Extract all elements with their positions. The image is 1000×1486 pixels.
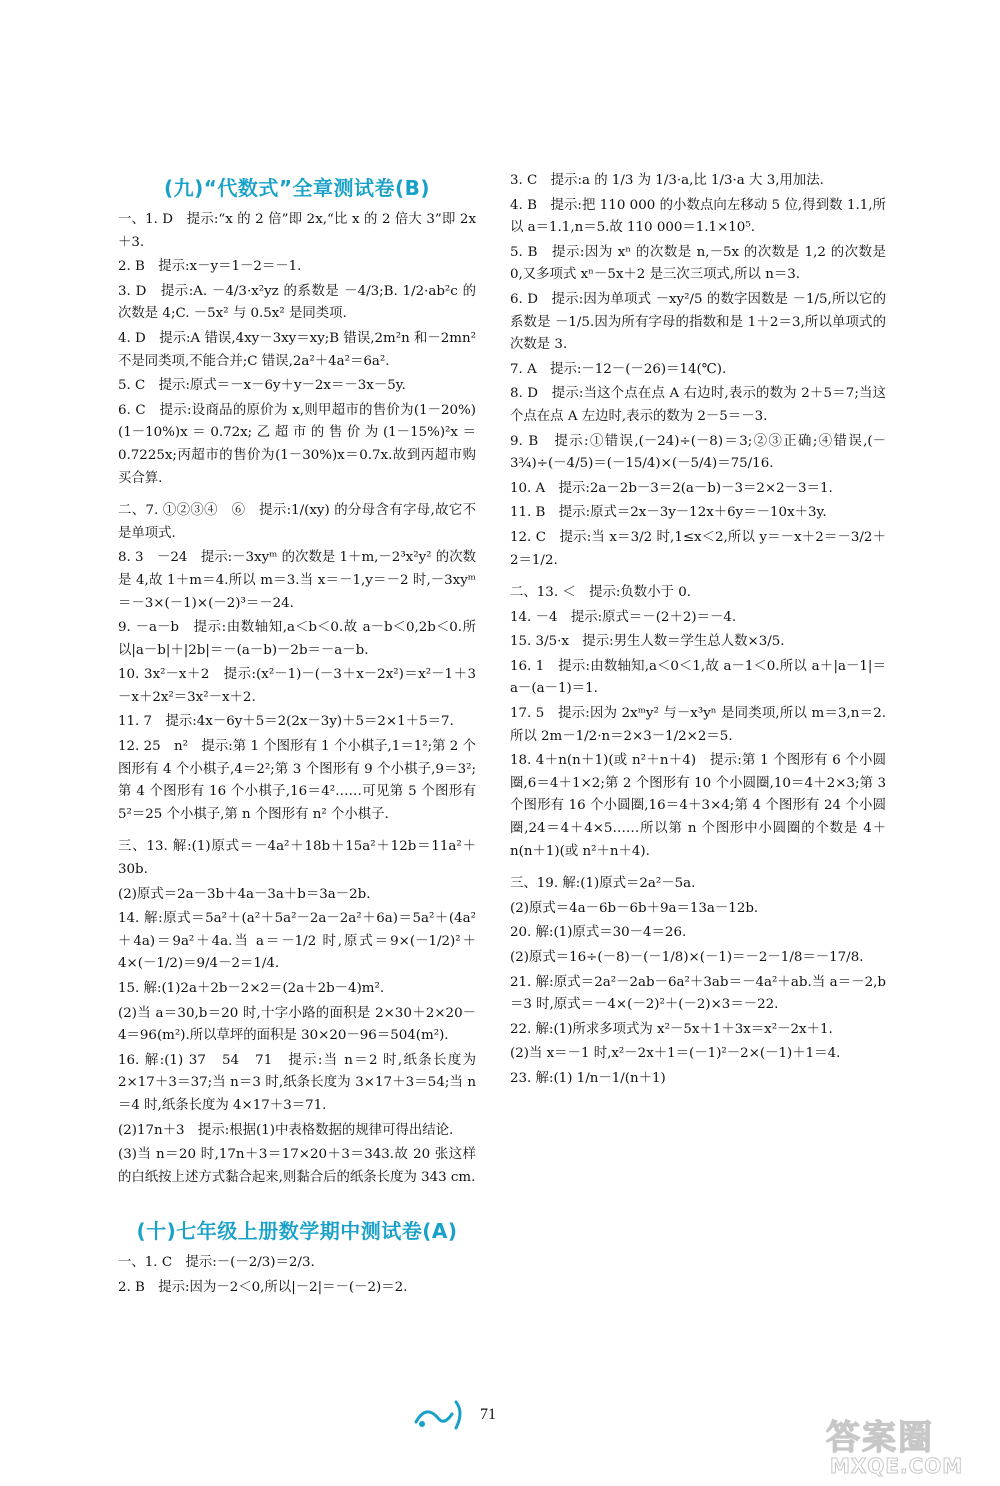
answer-item: 6. D 提示:因为单项式 －xy²/5 的数字因数是 －1/5,所以它的系数是 －1/5.因为所有字母的指数和是 1＋2＝3,所以单项式的次数是 3. <box>510 291 886 353</box>
left-items-2 <box>118 1252 476 1299</box>
page-ornament-icon <box>412 1398 472 1432</box>
answer-item: 20. 解:(1)原式＝30－4＝26. <box>510 925 687 941</box>
answer-item: 7. A 提示:－12－(－26)＝14(℃). <box>510 361 727 377</box>
answer-item: (2)原式＝4a－6b－6b＋9a＝13a－12b. <box>510 900 759 916</box>
watermark <box>810 1410 990 1480</box>
answer-item: 18. 4＋n(n＋1)(或 n²＋n＋4) 提示:第 1 个图形有 6 个小圆圈,6＝4＋1×2;第 2 个图形有 10 个小圆圈,10＝4＋2×3;第 3 个图形有 16 个小圆圈,16＝4＋3×4;第 4 个图形有 24 个小圆圈,24＝4＋4×5……所以第 n 个图形中小圆圈的个数是 4＋n(n＋1)(或 n²＋n＋4). <box>510 753 886 859</box>
answer-item: 22. 解:(1)所求多项式为 x²－5x＋1＋3x＝x²－2x＋1. <box>510 1021 833 1037</box>
answer-item: 12. 25 n² 提示:第 1 个图形有 1 个小棋子,1＝1²;第 2 个图形有 4 个小棋子,4＝2²;第 3 个图形有 9 个小棋子,9＝3²;第 4 个图形有 16 个小棋子,16＝4²……可见第 5 个图形有 5²＝25 个小棋子,第 n 个图形有 n² 个小棋子. <box>118 739 476 822</box>
answer-item: 11. B 提示:原式＝2x－3y－12x＋6y＝－10x＋3y. <box>510 505 827 521</box>
answer-item: 16. 解:(1) 37 54 71 提示:当 n＝2 时,纸条长度为 2×17＋3＝37;当 n＝3 时,纸条长度为 3×17＋3＝54;当 n＝4 时,纸条长度为 4×17＋3＝71. <box>118 1052 476 1113</box>
answer-item: (2)原式＝16÷(－8)－(－1/8)×(－1)＝－2－1/8＝－17/8. <box>510 950 864 965</box>
left-column <box>118 170 476 1302</box>
left-items <box>118 209 476 1189</box>
answer-item: (2)17n＋3 提示:根据(1)中表格数据的规律可得出结论. <box>118 1122 454 1138</box>
answer-item: 9. B 提示:①错误,(－24)÷(－8)＝3;②③正确;④错误,(－3¾)÷(－4/5)＝(－15/4)×(－5/4)＝75/16. <box>510 433 886 472</box>
answer-item: 二、7. ①②③④ ⑥ 提示:1/(xy) 的分母含有字母,故它不是单项式. <box>118 503 476 541</box>
answer-item: 2. B 提示:因为－2＜0,所以|－2|＝－(－2)＝2. <box>118 1279 408 1295</box>
answer-item: 6. C 提示:设商品的原价为 x,则甲超市的售价为(1－20%)(1－10%)x＝0.72x;乙超市的售价为(1－15%)²x＝0.7225x;丙超市的售价为(1－30%)x＝0.7x.故到丙超市购买合算. <box>118 402 476 486</box>
answer-item: 8. D 提示:当这个点在点 A 右边时,表示的数为 2＋5＝7;当这个点在点 A 左边时,表示的数为 2－5＝－3. <box>510 386 886 424</box>
answer-item: 14. －4 提示:原式＝－(2＋2)＝－4. <box>510 609 737 625</box>
answer-item: 23. 解:(1) 1/n－1/(n＋1) <box>510 1070 666 1086</box>
answer-item: 14. 解:原式＝5a²＋(a²＋5a²－2a－2a²＋6a)＝5a²＋(4a²＋4a)＝9a²＋4a.当 a＝－1/2 时,原式＝9×(－1/2)²＋4×(－1/2)＝9/4－2＝1/4. <box>118 911 476 972</box>
answer-item: (2)当 a＝30,b＝20 时,十字小路的面积是 2×30＋2×20－4＝96(m²).所以草坪的面积是 30×20－96＝504(m²). <box>118 1005 476 1044</box>
answer-item: 15. 解:(1)2a＋2b－2×2＝(2a＋2b－4)m². <box>118 981 385 996</box>
answer-item: 2. B 提示:x－y＝1－2＝－1. <box>118 259 302 275</box>
watermark-logo: 答案圈 <box>826 1418 934 1458</box>
watermark-url: MXQE.COM <box>830 1454 964 1478</box>
answer-item: 4. D 提示:A 错误,4xy－3xy＝xy;B 错误,2m²n 和－2mn² 不是同类项,不能合并;C 错误,2a²＋4a²＝6a². <box>118 330 476 369</box>
answer-item: 11. 7 提示:4x－6y＋5＝2(2x－3y)＋5＝2×1＋5＝7. <box>118 714 454 730</box>
answer-item: 5. C 提示:原式＝－x－6y＋y－2x＝－3x－5y. <box>118 378 406 394</box>
answer-item: 10. 3x²－x＋2 提示:(x²－1)－(－3＋x－2x²)＝x²－1＋3－x＋2x²＝3x²－x＋2. <box>118 667 476 705</box>
answer-item: 3. D 提示:A. －4/3·x²yz 的系数是 －4/3;B. 1/2·ab²c 的次数是 4;C. －5x² 与 0.5x² 是同类项. <box>118 283 476 322</box>
answer-item: (3)当 n＝20 时,17n＋3＝17×20＋3＝343.故 20 张这样的白纸按上述方式黏合起来,则黏合后的纸条长度为 343 cm. <box>118 1147 476 1185</box>
answer-item: 4. B 提示:把 110 000 的小数点向左移动 5 位,得到数 1.1,所以 a＝1.1,n＝5.故 110 000＝1.1×10⁵. <box>510 197 886 236</box>
answer-item: 17. 5 提示:因为 2xᵐy² 与－x³yⁿ 是同类项,所以 m＝3,n＝2.所以 2m－1/2·n＝2×3－1/2×2＝5. <box>510 706 886 744</box>
section-title-9: (九)“代数式”全章测试卷(B) <box>163 176 431 200</box>
answer-item: 5. B 提示:因为 xⁿ 的次数是 n,－5x 的次数是 1,2 的次数是 0,又多项式 xⁿ－5x＋2 是三次三项式,所以 n＝3. <box>510 244 886 283</box>
answer-item: 三、19. 解:(1)原式＝2a²－5a. <box>510 876 696 892</box>
answer-item: 9. －a－b 提示:由数轴知,a＜b＜0.故 a－b＜0,2b＜0.所以|a－b|＋|2b|＝－(a－b)－2b＝－a－b. <box>118 620 476 658</box>
answer-item: 15. 3/5·x 提示:男生人数＝学生总人数×3/5. <box>510 634 785 650</box>
section-title-10: (十)七年级上册数学期中测试卷(A) <box>136 1219 458 1244</box>
answer-item: 3. C 提示:a 的 1/3 为 1/3·a,比 1/3·a 大 3,用加法. <box>510 173 824 188</box>
answer-item: 12. C 提示:当 x＝3/2 时,1≤x＜2,所以 y＝－x＋2＝－3/2＋2＝1/2. <box>510 529 886 568</box>
answer-item: 二、13. ＜ 提示:负数小于 0. <box>510 585 692 601</box>
answer-item: (2)原式＝2a－3b＋4a－3a＋b＝3a－2b. <box>118 886 371 902</box>
answer-item: 21. 解:原式＝2a²－2ab－6a²＋3ab＝－4a²＋ab.当 a＝－2,b＝3 时,原式＝－4×(－2)²＋(－2)×3＝－22. <box>510 974 886 1013</box>
right-items <box>510 170 886 1091</box>
answer-item: 10. A 提示:2a－2b－3＝2(a－b)－3＝2×2－3＝1. <box>510 480 833 496</box>
answer-item: 8. 3 －24 提示:－3xyᵐ 的次数是 1＋m,－2³x²y² 的次数是 4,故 1＋m＝4.所以 m＝3.当 x＝－1,y＝－2 时,－3xyᵐ＝－3×(－1)×(－2)³＝－24. <box>118 550 476 611</box>
answer-item: 16. 1 提示:由数轴知,a＜0＜1,故 a－1＜0.所以 a＋|a－1|＝a－(a－1)＝1. <box>510 658 886 697</box>
answer-item: (2)当 x＝－1 时,x²－2x＋1＝(－1)²－2×(－1)＋1＝4. <box>510 1046 841 1062</box>
answer-item: 三、13. 解:(1)原式＝－4a²＋18b＋15a²＋12b＝11a²＋30b. <box>118 839 476 878</box>
page-number: 71 <box>480 1406 496 1423</box>
right-column <box>510 170 886 1093</box>
answer-item: 一、1. D 提示:“x 的 2 倍”即 2x,“比 x 的 2 倍大 3”即 2x＋3. <box>118 212 476 250</box>
answer-item: 一、1. C 提示:－(－2/3)＝2/3. <box>118 1255 315 1271</box>
